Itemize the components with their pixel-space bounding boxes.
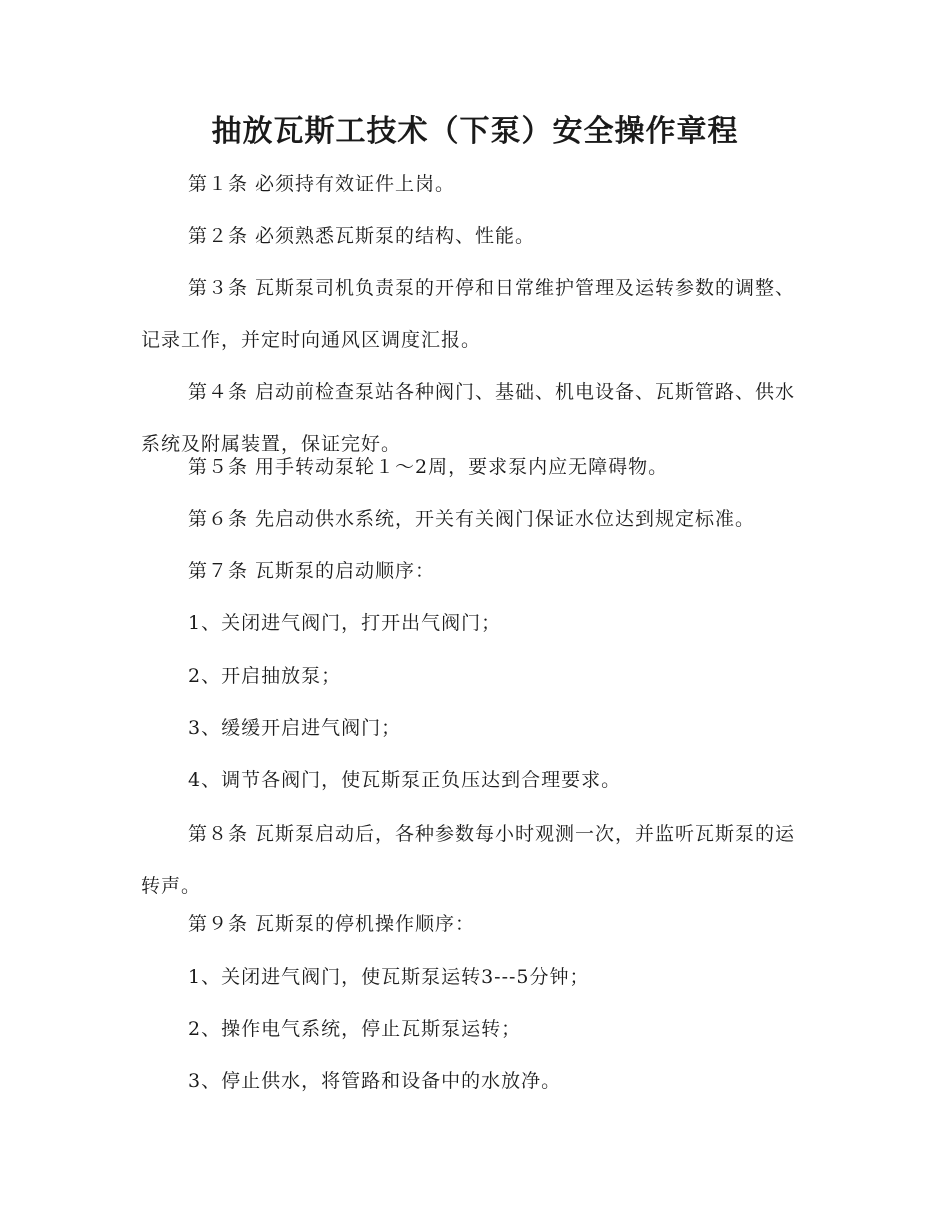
clause-1: 第１条 必须持有效证件上岗。: [188, 173, 456, 195]
clause-6: 第６条 先启动供水系统，开关有关阀门保证水位达到规定标准。: [188, 508, 756, 530]
clause-8: 第８条 瓦斯泵启动后，各种参数每小时观测一次，并监听瓦斯泵的运转声。: [141, 823, 796, 897]
list-item: 1、关闭进气阀门，使瓦斯泵运转3---5分钟；: [188, 966, 590, 988]
clause-7: 第７条 瓦斯泵的启动顺序：: [188, 560, 436, 582]
list-item: 2、开启抽放泵；: [188, 665, 342, 687]
list-item: 3、停止供水，将管路和设备中的水放净。: [188, 1070, 562, 1092]
clause-3: 第３条 瓦斯泵司机负责泵的开停和日常维护管理及运转参数的调整、记录工作，并定时向通风区调度汇报。: [141, 277, 796, 351]
list-item: 1、关闭进气阀门，打开出气阀门；: [188, 612, 502, 634]
document-title: 抽放瓦斯工技术（下泵）安全操作章程: [211, 114, 739, 149]
clause-2: 第２条 必须熟悉瓦斯泵的结构、性能。: [188, 225, 536, 247]
list-item: 2、操作电气系统，停止瓦斯泵运转；: [188, 1018, 522, 1040]
list-item: 4、调节各阀门，使瓦斯泵正负压达到合理要求。: [188, 769, 622, 791]
clause-5: 第５条 用手转动泵轮１～2周，要求泵内应无障碍物。: [188, 456, 669, 478]
clause-9: 第９条 瓦斯泵的停机操作顺序：: [188, 913, 476, 935]
list-item: 3、缓缓开启进气阀门；: [188, 717, 402, 739]
clause-4: 第４条 启动前检查泵站各种阀门、基础、机电设备、瓦斯管路、供水系统及附属装置，保证完好。: [141, 381, 796, 455]
